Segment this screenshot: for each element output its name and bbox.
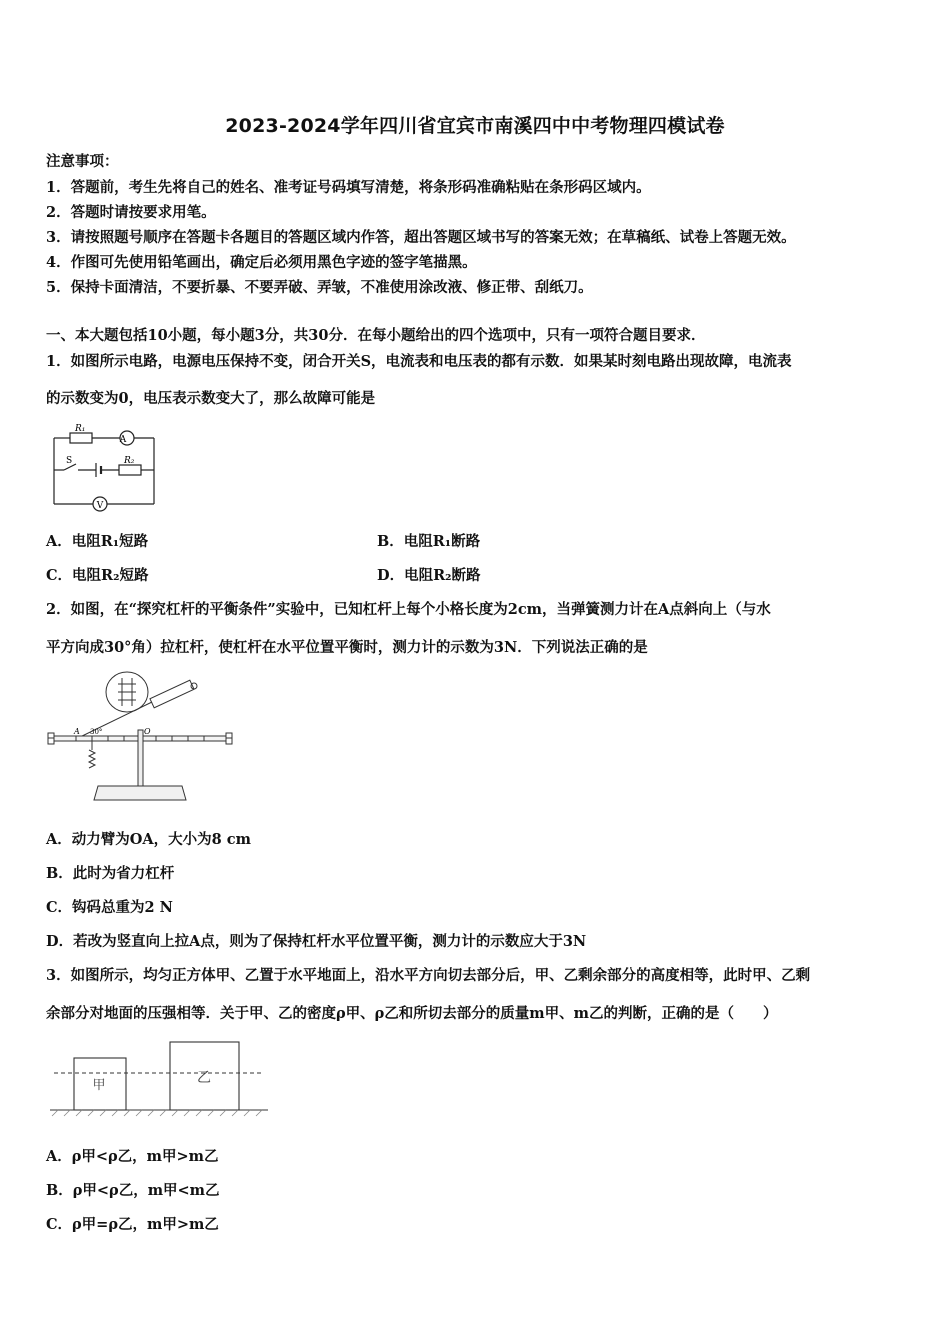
q3-option-b: B．ρ甲<ρ乙，m甲<m乙 [46, 1182, 220, 1199]
q1-stem-line1: 1．如图所示电路，电源电压保持不变，闭合开关S，电流表和电压表的都有示数．如果某时刻电路出现故障，电流表 [46, 353, 792, 370]
q1-stem-line2: 的示数变为0，电压表示数变大了，那么故障可能是 [46, 390, 376, 407]
q2-option-b: B．此时为省力杠杆 [46, 865, 175, 882]
resistor-r1-symbol [70, 433, 92, 443]
notice-item: 5．保持卡面清洁，不要折暴、不要弄破、弄皱，不准使用涂改液、修正带、刮纸刀。 [46, 279, 593, 296]
switch-label: S [66, 456, 73, 466]
section-heading: 一、本大题包括10小题，每小题3分，共30分．在每小题给出的四个选项中，只有一项符合题目要求． [46, 327, 706, 344]
cube-jia-label: 甲 [92, 1078, 106, 1093]
angle-label: 30° [90, 728, 103, 736]
q2-option-c: C．钩码总重为2 N [46, 899, 173, 916]
hanging-weights [89, 750, 95, 768]
pivot-o-label: O [144, 727, 151, 736]
notice-item: 2．答题时请按要求用笔。 [46, 204, 216, 221]
cube-yi-label: 乙 [197, 1070, 211, 1086]
voltmeter-label: V [96, 501, 104, 511]
q1-option-a: A．电阻R₁短路 [46, 533, 149, 550]
q3-option-a: A．ρ甲<ρ乙，m甲>m乙 [46, 1148, 219, 1165]
point-a-label: A [74, 727, 80, 736]
spring-scale [150, 680, 194, 708]
ammeter-label: A [119, 435, 127, 445]
notice-item: 3．请按照题号顺序在答题卡各题目的答题区域内作答，超出答题区域书写的答案无效；在草稿纸、试卷上答题无效。 [46, 229, 796, 246]
q1-circuit-figure [46, 422, 162, 518]
q1-option-c: C．电阻R₂短路 [46, 567, 149, 584]
q3-stem-line1: 3．如图所示，均匀正方体甲、乙置于水平地面上，沿水平方向切去部分后，甲、乙剩余部分的高度相等，此时甲、乙剩 [46, 967, 811, 984]
r1-label: R₁ [75, 424, 86, 434]
q3-option-c: C．ρ甲=ρ乙，m甲>m乙 [46, 1216, 219, 1233]
q1-option-d: D．电阻R₂断路 [377, 567, 481, 584]
q1-option-b: B．电阻R₁断路 [377, 533, 481, 550]
resistor-r2-symbol [119, 465, 141, 475]
q2-option-d: D．若改为竖直向上拉A点，则为了保持杠杆水平位置平衡，测力计的示数应大于3N [46, 933, 587, 950]
r2-label: R₂ [124, 456, 135, 466]
q3-cubes-figure [46, 1036, 272, 1118]
stand-base [94, 786, 186, 800]
notice-heading: 注意事项： [46, 153, 119, 170]
notice-item: 1．答题前，考生先将自己的姓名、准考证号码填写清楚，将条形码准确粘贴在条形码区域内。 [46, 179, 651, 196]
q2-option-a: A．动力臂为OA，大小为8 cm [46, 831, 251, 848]
page-title: 2023-2024学年四川省宜宾市南溪四中中考物理四模试卷 [225, 115, 725, 137]
notice-item: 4．作图可先使用铅笔画出，确定后必须用黑色字迹的签字笔描黑。 [46, 254, 477, 271]
q2-lever-figure [46, 670, 236, 806]
q2-stem-line2: 平方向成30°角）拉杠杆，使杠杆在水平位置平衡时，测力计的示数为3N．下列说法正确的是 [46, 639, 648, 656]
q2-stem-line1: 2．如图，在“探究杠杆的平衡条件”实验中，已知杠杆上每个小格长度为2cm，当弹簧测力计在A点斜向上（与水 [46, 601, 771, 618]
q3-stem-line2: 余部分对地面的压强相等．关于甲、乙的密度ρ甲、ρ乙和所切去部分的质量m甲、m乙的判断，正确的是（ ） [46, 1005, 778, 1022]
